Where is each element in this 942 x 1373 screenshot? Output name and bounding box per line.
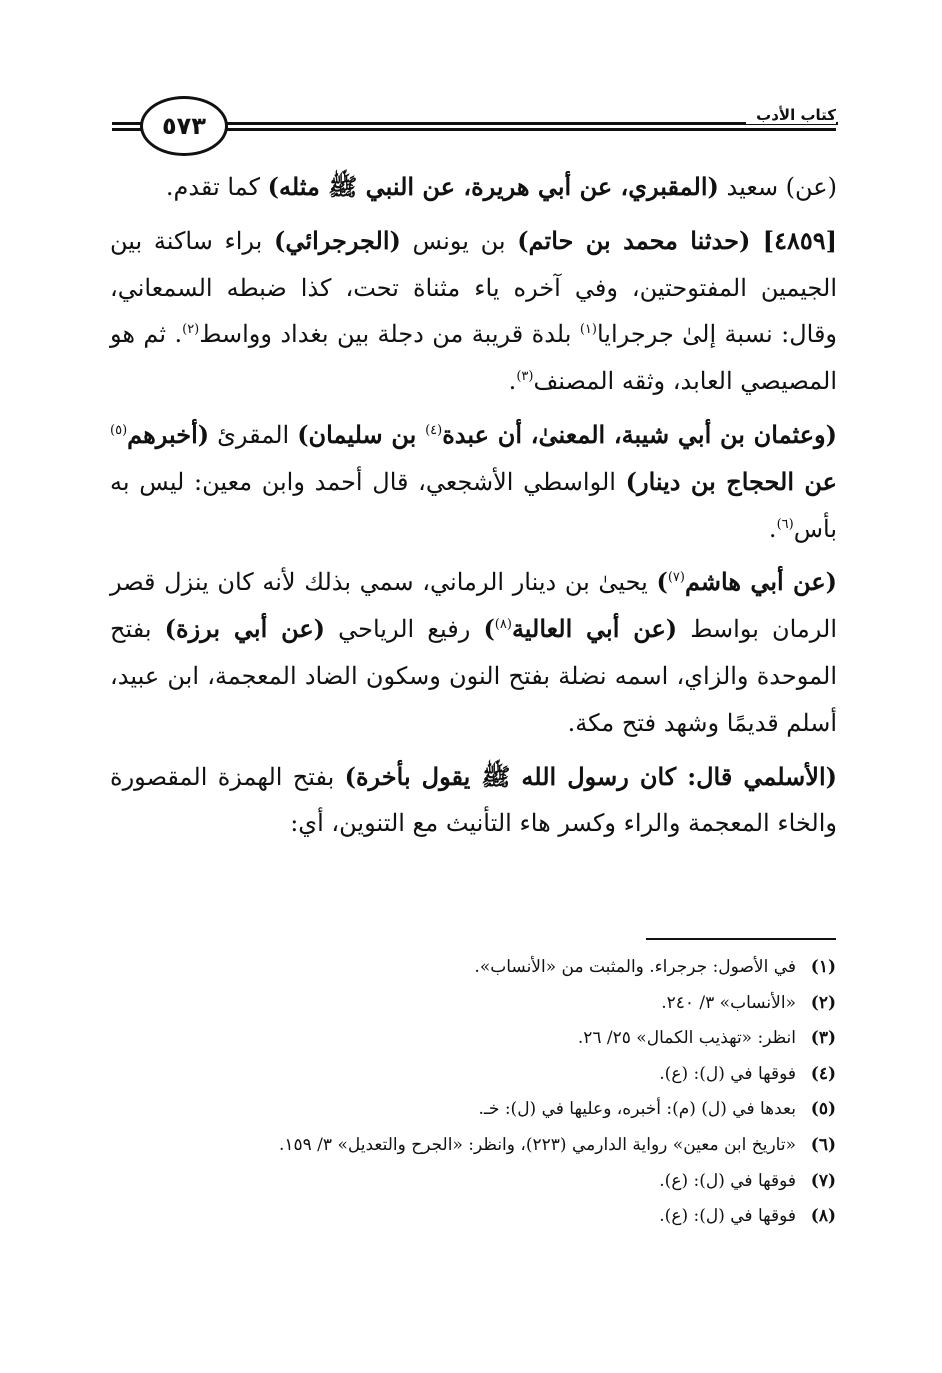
footnote-number: (٥) [810, 1099, 836, 1120]
text-run: بلدة قريبة من دجلة بين بغداد وواسط [199, 320, 580, 349]
footnote-number: (٦) [810, 1134, 836, 1155]
footnote [106, 950, 836, 986]
text-run: [٤٨٥٩] (حدثنا محمد بن حاتم) [517, 225, 837, 255]
footnote [106, 1128, 836, 1164]
text-run: بفتح الهمزة المقصورة والخاء المعجمة والراء وكسر هاء التأنيث مع التنوين، أي: [110, 762, 837, 838]
footnote-text: فوقها في (ل): (ع). [659, 1170, 796, 1191]
footnote-number: (٣) [810, 1028, 836, 1049]
text-run: (عن أبي هاشم [684, 567, 837, 597]
text-run: بفتح الموحدة والزاي، اسمه نضلة بفتح النون وسكون الضاد المعجمة، ابن عبيد، أسلم قديمًا وشهد فتح مكة. [110, 615, 837, 737]
text-run: (الجرجرائي) [274, 225, 401, 255]
footnote-ref: (٦) [776, 516, 794, 532]
footnotes [106, 950, 836, 1235]
text-run: عن الحجاج بن دينار) [625, 466, 837, 496]
footnote-ref: (٧) [667, 570, 685, 586]
page-header [112, 96, 836, 154]
text-run: ) [656, 567, 668, 597]
text-run: (عن أبي برزة) [164, 614, 326, 644]
main-text [110, 164, 837, 847]
footnote [106, 1199, 836, 1235]
footnote [106, 986, 836, 1022]
footnote-ref: (٨) [494, 617, 512, 633]
text-run: . [768, 514, 777, 543]
text-run: براء ساكنة بين الجيمين المفتوحتين، وفي آخره ياء مثناة تحت، كذا ضبطه السمعاني، وقال: نسبة إلىٰ جرجرايا [110, 226, 838, 349]
paragraph [110, 412, 837, 552]
text-run: كما تقدم. [165, 173, 268, 201]
footnote [106, 1057, 836, 1093]
page-number: ٥٧٣ [140, 96, 228, 156]
footnote-number: (٧) [810, 1170, 836, 1191]
text-run: بن سليمان) [297, 419, 426, 449]
footnote [106, 1021, 836, 1057]
text-run: ) [483, 614, 495, 644]
paragraph [110, 754, 837, 848]
footnote-text: انظر: «تهذيب الكمال» ٢٥/ ٢٦. [577, 1028, 796, 1049]
footnote-ref: (٢) [182, 322, 200, 338]
text-run: (المقبري، عن أبي هريرة، عن النبي ﷺ مثله) [267, 172, 719, 201]
footnote-ref: (٥) [110, 422, 128, 438]
footnote-number: (١) [810, 957, 836, 977]
footnote [106, 1092, 836, 1128]
footnote-text: فوقها في (ل): (ع). [659, 1206, 796, 1227]
footnote-text: بعدها في (ل) (م): أخبره، وعليها في (ل): خـ. [478, 1099, 796, 1120]
footnote-number: (٤) [810, 1063, 836, 1084]
footnote-ref: (٤) [425, 422, 443, 438]
footnote [106, 1164, 836, 1200]
footnote-text: فوقها في (ل): (ع). [659, 1063, 796, 1084]
text-run: (عن) سعيد [718, 173, 837, 201]
text-run: (أخبرهم [127, 419, 210, 449]
footnote-number: (٢) [810, 992, 836, 1013]
text-run: يحيىٰ بن دينار الرماني، سمي بذلك لأنه كان ينزل قصر الرمان بواسط [110, 568, 838, 644]
footnote-text: «تاريخ ابن معين» رواية الدارمي (٢٢٣)، وانظر: «الجرح والتعديل» ٣/ ١٥٩. [278, 1134, 796, 1155]
text-run: . ثم هو المصيصي العابد، وثقه المصنف [110, 320, 837, 396]
text-run: المقرئ [209, 420, 298, 449]
chapter-title: كتاب الأدب [746, 106, 836, 124]
footnote-separator [646, 938, 836, 940]
text-run: . [508, 367, 517, 396]
footnote-text: في الأصول: جرجراء. والمثبت من «الأنساب». [474, 957, 796, 977]
paragraph [110, 559, 837, 746]
paragraph [110, 218, 837, 405]
footnote-number: (٨) [810, 1206, 836, 1227]
paragraph [110, 164, 837, 211]
footnote-ref: (١) [579, 322, 597, 338]
text-run: الواسطي الأشجعي، قال أحمد وابن معين: ليس به بأس [110, 467, 837, 543]
text-run: (عن أبي العالية [511, 614, 678, 644]
footnote-ref: (٣) [516, 369, 534, 385]
text-run: (الأسلمي قال: كان رسول الله ﷺ يقول بأخرة) [344, 761, 838, 791]
text-run: (وعثمان بن أبي شيبة، المعنىٰ، أن عبدة [442, 419, 837, 449]
text-run: بن يونس [400, 226, 518, 255]
footnote-text: «الأنساب» ٣/ ٢٤٠. [661, 992, 796, 1013]
text-run: رفيع الرياحي [325, 615, 484, 644]
